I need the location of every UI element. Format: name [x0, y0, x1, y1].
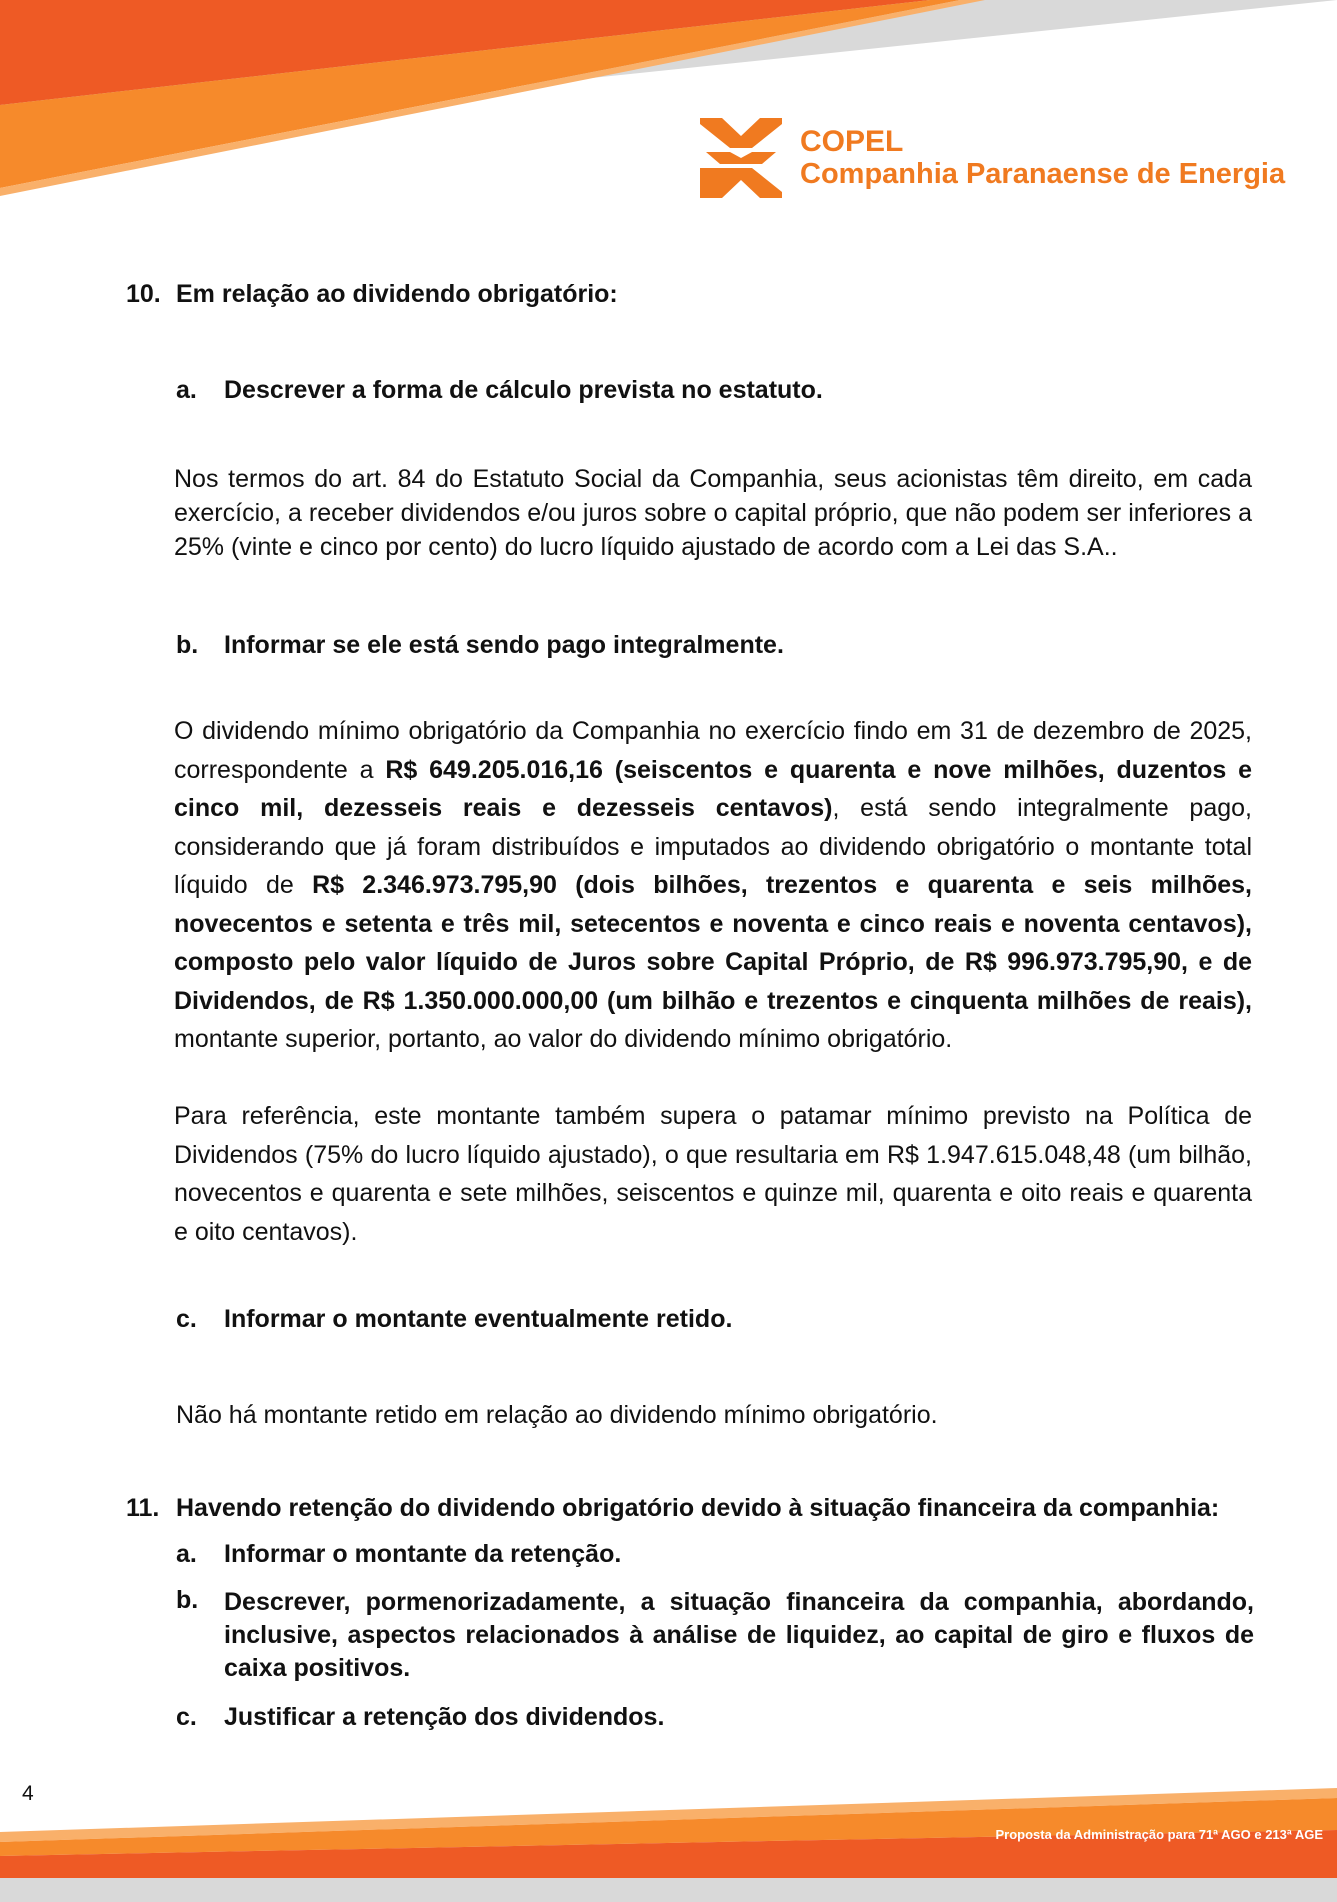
subitem-title: Informar o montante eventualmente retido. — [224, 1305, 733, 1333]
question-number: 10. — [126, 280, 161, 308]
company-name: Companhia Paranaense de Energia — [800, 157, 1286, 190]
subitem-title: Descrever a forma de cálculo prevista no estatuto. — [224, 376, 823, 404]
question-title: Em relação ao dividendo obrigatório: — [176, 280, 618, 308]
subitem-title: Justificar a retenção dos dividendos. — [224, 1703, 665, 1731]
copel-logo-icon — [700, 118, 782, 198]
paragraph-10b-1: O dividendo mínimo obrigatório da Companhia no exercício findo em 31 de dezembro de 2025, correspondente a R$ 649.205.016,16 (seiscentos e quarenta e nove milhões, duzentos e cinco mil, dezesseis reais e dezesseis centavos), está sendo integralmente pago, considerando que já foram distribuídos e imputados ao dividendo obrigatório o montante total líquido de R$ 2.346.973.795,90 (dois bilhões, trezentos e quarenta e seis milhões, novecentos e setenta e três mil, setecentos e noventa e cinco reais e noventa centavos), composto pelo valor líquido de Juros sobre Capital Próprio, de R$ 996.973.795,90, e de Dividendos, de R$ 1.350.000.000,00 (um bilhão e trezentos e cinquenta milhões de reais), montante superior, portanto, ao valor do dividendo mínimo obrigatório. — [174, 717, 1252, 1053]
company-logo — [700, 118, 1285, 198]
question-number: 11. — [126, 1494, 160, 1522]
paragraph-10a: Nos termos do art. 84 do Estatuto Social da Companhia, seus acionistas têm direito, em cada exercício, a receber dividendos e/ou juros sobre o capital próprio, que não podem ser inferiores a 25% (vinte e cinco por cento) do lucro líquido ajustado de acordo com a Lei das S.A.. — [174, 465, 1252, 561]
brand-name: COPEL — [800, 125, 904, 159]
subitem-label: a. — [176, 376, 197, 404]
subitem-label: b. — [176, 631, 199, 659]
subitem-title: Descrever, pormenorizadamente, a situação financeira da companhia, abordando, inclusive, aspectos relacionados à análise de liquidez, ao capital de giro e fluxos de caixa positivos. — [224, 1588, 1254, 1682]
subitem-label: c. — [176, 1703, 197, 1731]
page-number: 4 — [22, 1782, 34, 1805]
subitem-title: Informar se ele está sendo pago integralmente. — [224, 631, 784, 659]
subitem-label: c. — [176, 1305, 197, 1333]
subitem-title: Informar o montante da retenção. — [224, 1540, 622, 1568]
paragraph-10b-2: Para referência, este montante também supera o patamar mínimo previsto na Política de Dividendos (75% do lucro líquido ajustado), o que resultaria em R$ 1.947.615.048,48 (um bilhão, novecentos e quarenta e sete milhões, seiscentos e quinze mil, quarenta e oito reais e quarenta e oito centavos). — [174, 1102, 1252, 1246]
subitem-label: a. — [176, 1540, 197, 1568]
subitem-label: b. — [176, 1586, 199, 1614]
question-title: Havendo retenção do dividendo obrigatório devido à situação financeira da companhia: — [176, 1494, 1220, 1522]
footer-note: Proposta da Administração para 71ª AGO e 213ª AGE — [995, 1827, 1323, 1842]
paragraph-10c: Não há montante retido em relação ao dividendo mínimo obrigatório. — [176, 1401, 938, 1429]
